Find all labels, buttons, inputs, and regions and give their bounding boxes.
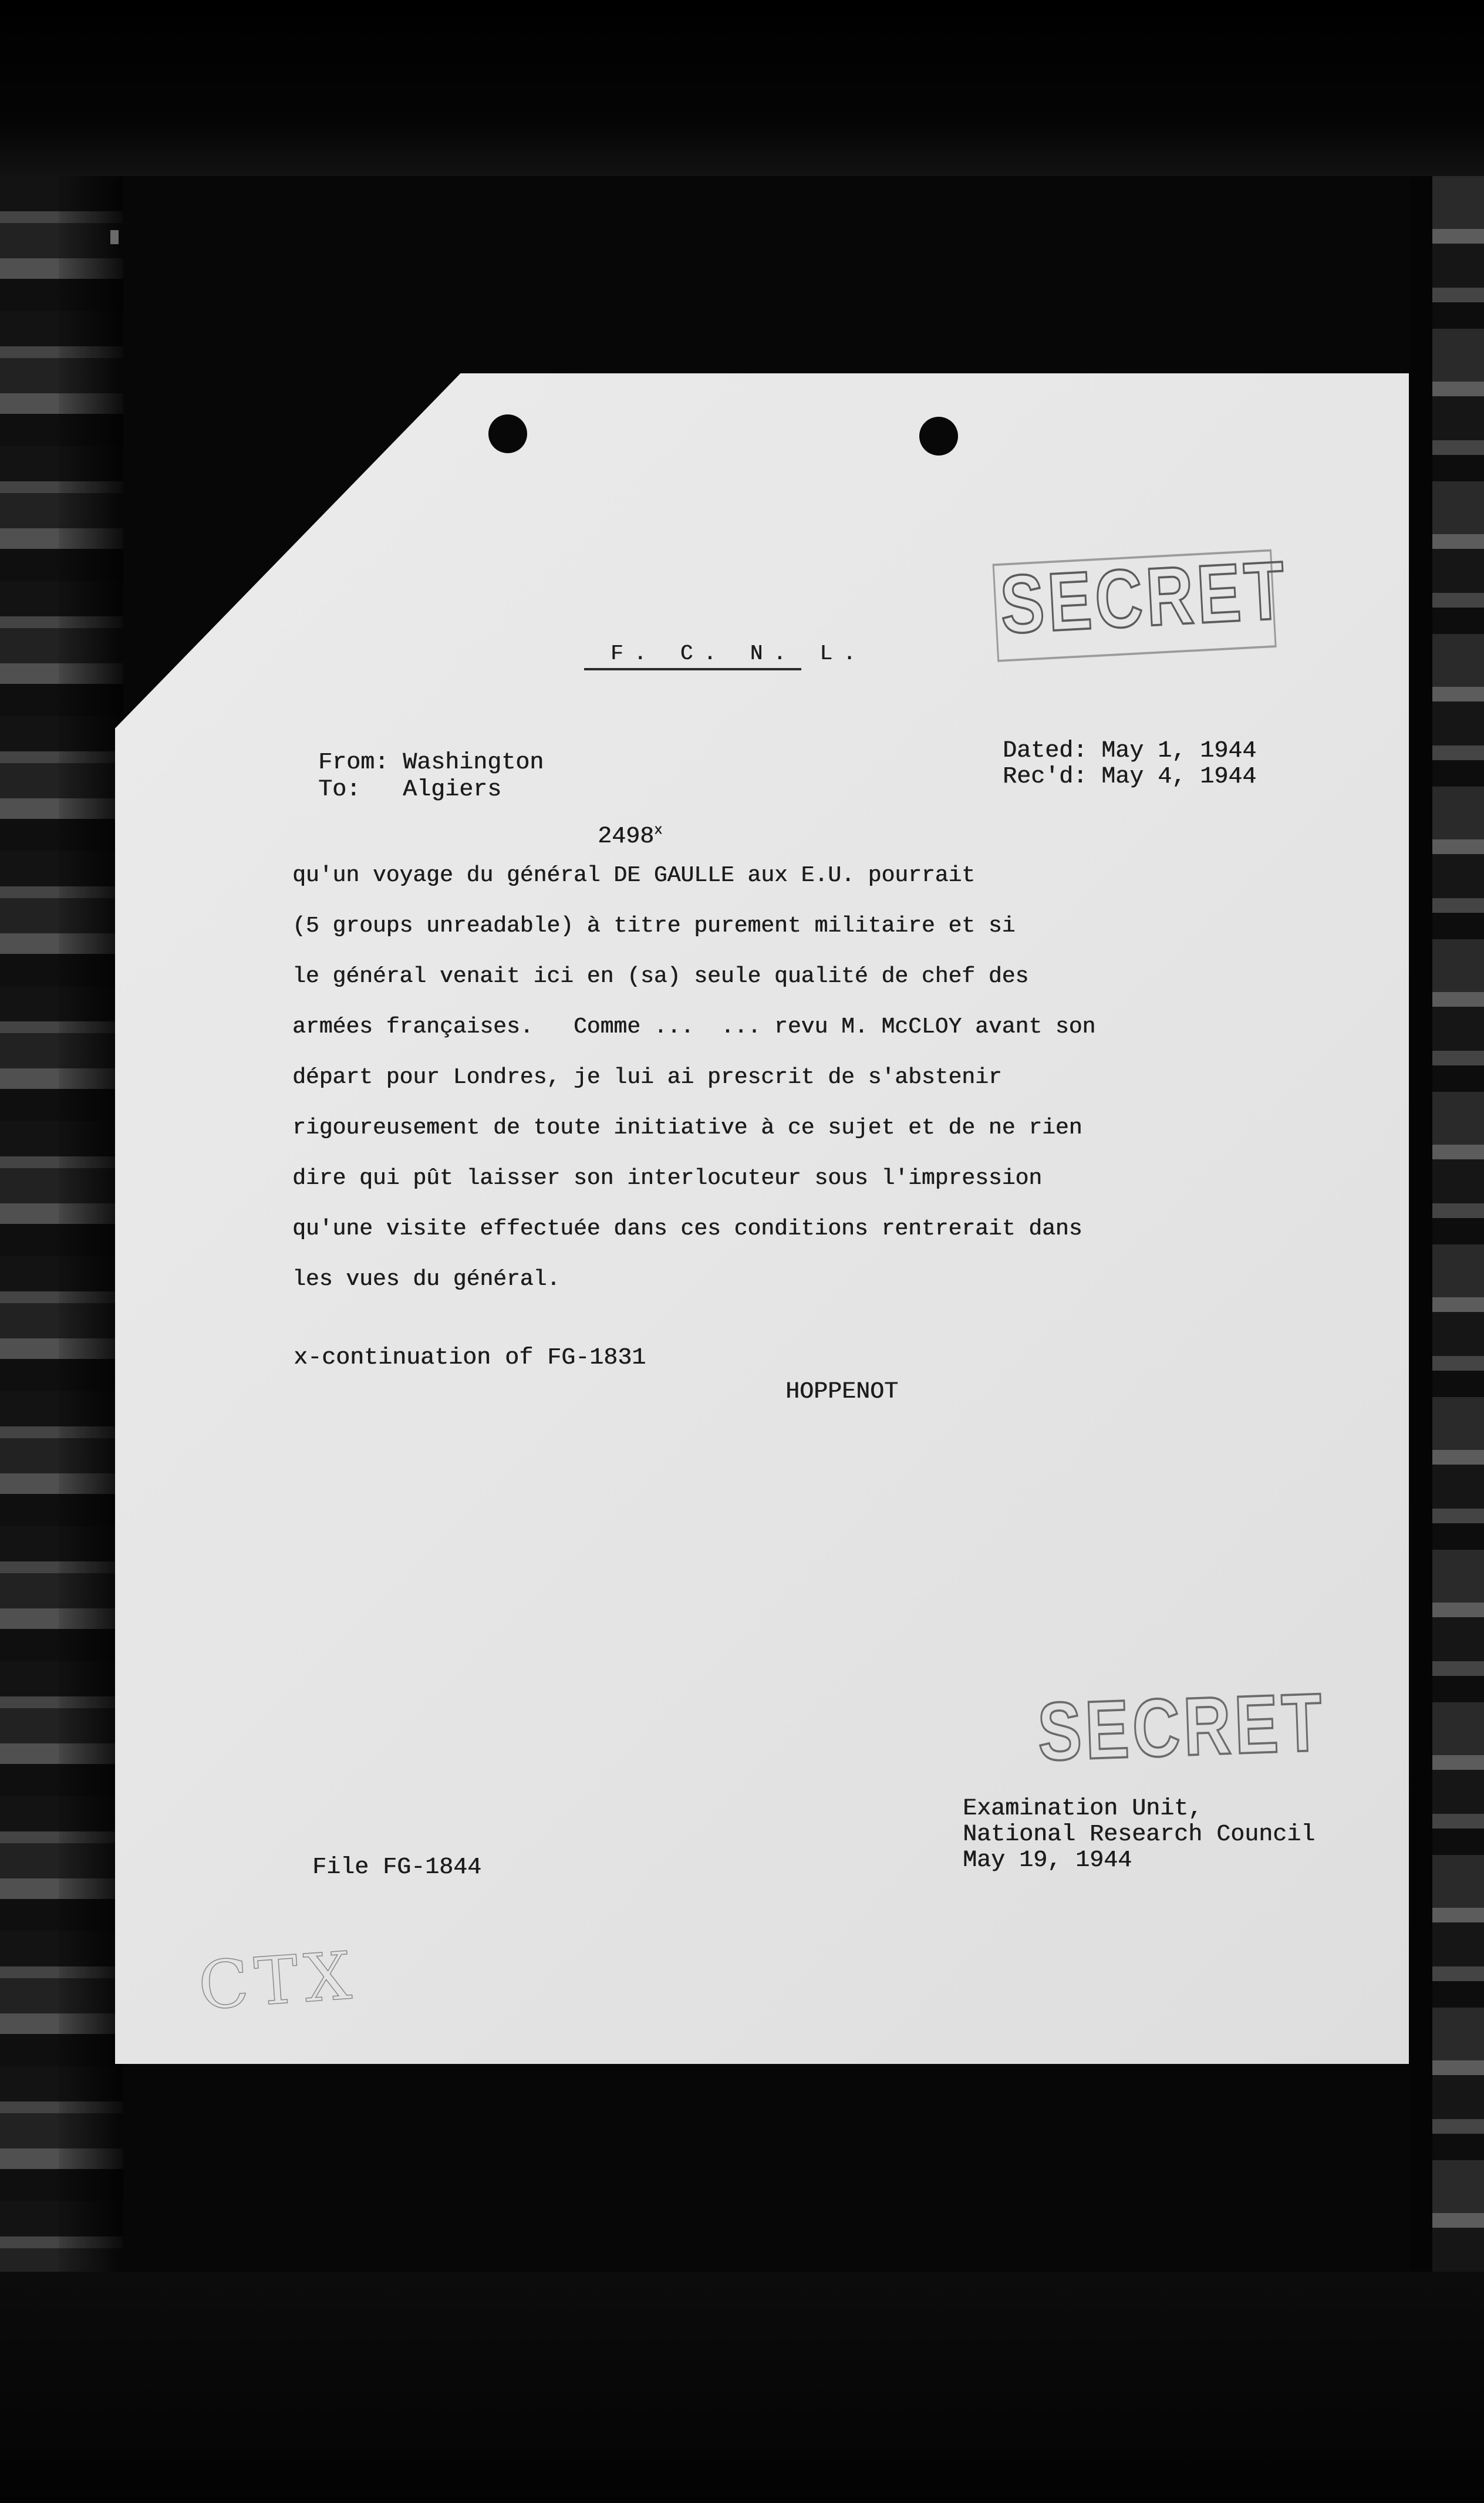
stamp-frame (993, 549, 1277, 662)
body-line: armées françaises. Comme ... ... revu M. McCLOY avant son (292, 1014, 1096, 1040)
stamp-text: SECRET (998, 544, 1290, 651)
microfilm-bottom-band (0, 2272, 1484, 2503)
microfilm-right-edge (1409, 176, 1484, 2272)
received-label: Rec'd: (1003, 764, 1088, 790)
punch-hole-left (488, 414, 527, 453)
received-value: May 4, 1944 (1101, 764, 1257, 790)
to-label: To: (318, 777, 361, 803)
secret-stamp-top (998, 542, 1290, 652)
punch-hole-right (919, 417, 958, 456)
film-edge-notch (110, 230, 119, 244)
body-line: départ pour Londres, je lui ai prescrit de s'abstenir (292, 1065, 1002, 1090)
unit-line-2: National Research Council (963, 1821, 1316, 1848)
microfilm-left-edge (0, 176, 123, 2272)
stamp-text: SECRET (1036, 1676, 1327, 1778)
dated-value: May 1, 1944 (1101, 738, 1257, 764)
received-line (974, 738, 1256, 790)
body-line: rigoureusement de toute initiative à ce sujet et de ne rien (292, 1115, 1082, 1141)
secret-stamp-bottom (1036, 1675, 1327, 1779)
body-line: le général venait ici en (sa) seule qualité de chef des (292, 964, 1029, 989)
continuation-footnote: x-continuation of FG-1831 (294, 1345, 646, 1371)
handwritten-annotation: CTX (195, 1937, 360, 2025)
body-line: qu'un voyage du général DE GAULLE aux E.U. pourrait (292, 863, 975, 888)
message-serial (569, 798, 662, 850)
body-line: (5 groups unreadable) à titre purement militaire et si (292, 913, 1016, 939)
serial-number: 2498 (598, 824, 655, 850)
unit-date: May 19, 1944 (963, 1847, 1132, 1874)
dated-label: Dated: (1003, 738, 1088, 764)
microfilm-top-band (0, 0, 1484, 176)
body-line: dire qui pût laisser son interlocuteur sous l'impression (292, 1166, 1043, 1191)
body-line: les vues du général. (292, 1267, 561, 1292)
from-label: From: (318, 750, 389, 776)
serial-mark: x (654, 822, 663, 839)
to-value: Algiers (403, 777, 502, 803)
signature: HOPPENOT (785, 1379, 899, 1405)
file-reference: File FG-1844 (312, 1854, 482, 1881)
from-value: Washington (403, 750, 544, 776)
unit-line-1: Examination Unit, (963, 1796, 1203, 1822)
body-line: qu'une visite effectuée dans ces conditions rentrerait dans (292, 1216, 1082, 1242)
agency-heading: F. C. N. L. (611, 642, 866, 666)
to-line (290, 751, 501, 803)
agency-underline (584, 668, 801, 670)
